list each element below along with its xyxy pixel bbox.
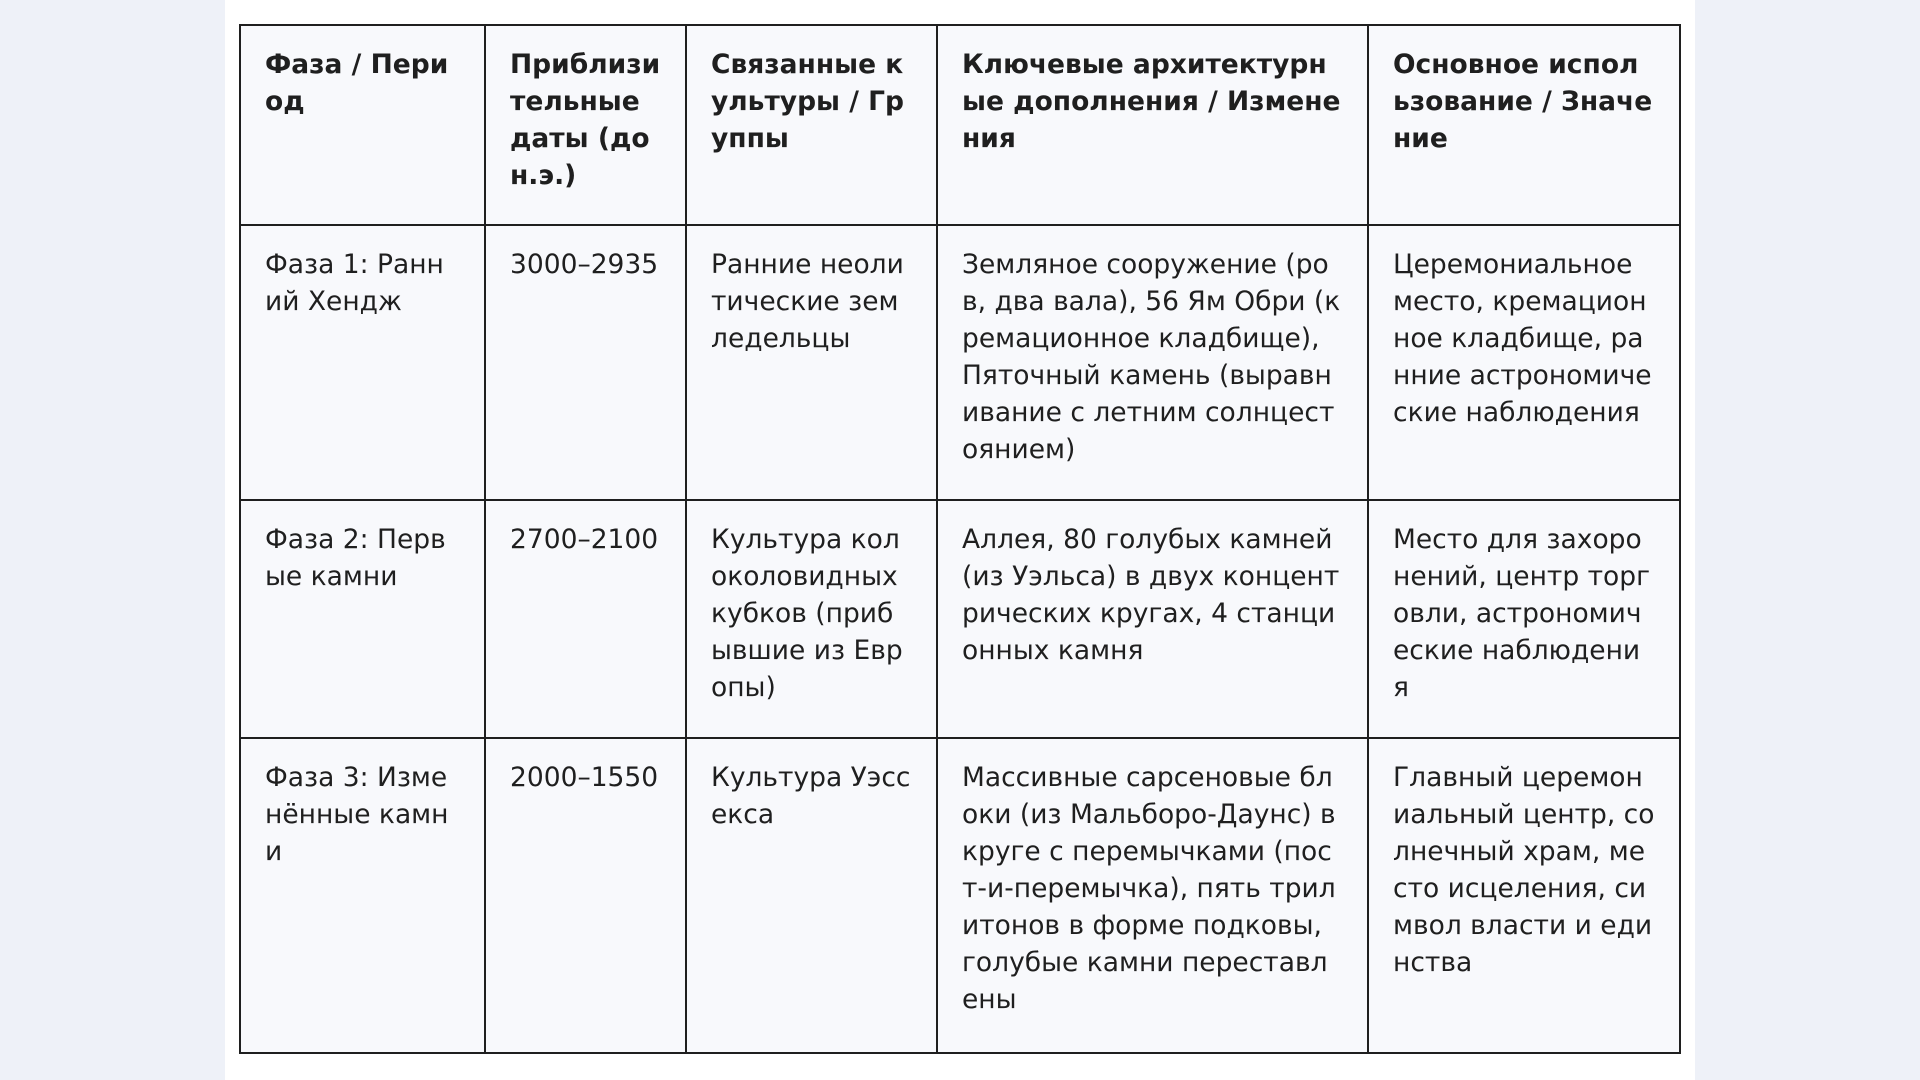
header-phase: Фаза / Период — [240, 25, 485, 225]
cell-architecture: Массивные сарсеновые блоки (из Мальборо-Даунс) в круге с перемычками (пост-и-перемычка), пять трилитонов в форме подковы, голубые камни переставлены — [937, 738, 1368, 1053]
cell-architecture: Земляное сооружение (ров, два вала), 56 Ям Обри (кремационное кладбище), Пяточный камень (выравнивание с летним солнцестоянием) — [937, 225, 1368, 500]
cell-usage: Главный церемониальный центр, солнечный храм, место исцеления, символ власти и единства — [1368, 738, 1680, 1053]
cell-dates: 2700–2100 — [485, 500, 686, 738]
cell-cultures: Культура колоколовидных кубков (прибывшие из Европы) — [686, 500, 937, 738]
table-header-row — [240, 25, 1680, 225]
cell-dates: 2000–1550 — [485, 738, 686, 1053]
table-row — [240, 738, 1680, 1053]
table-row — [240, 225, 1680, 500]
cell-cultures: Культура Уэссекса — [686, 738, 937, 1053]
cell-phase: Фаза 3: Изменённые камни — [240, 738, 485, 1053]
cell-phase: Фаза 1: Ранний Хендж — [240, 225, 485, 500]
table-row — [240, 500, 1680, 738]
cell-usage: Место для захоронений, центр торговли, астрономические наблюдения — [1368, 500, 1680, 738]
cell-architecture: Аллея, 80 голубых камней (из Уэльса) в двух концентрических кругах, 4 станционных камня — [937, 500, 1368, 738]
cell-phase: Фаза 2: Первые камни — [240, 500, 485, 738]
document-page — [225, 0, 1695, 1080]
cell-usage: Церемониальное место, кремационное кладбище, ранние астрономические наблюдения — [1368, 225, 1680, 500]
header-cultures: Связанные культуры / Группы — [686, 25, 937, 225]
header-usage: Основное использование / Значение — [1368, 25, 1680, 225]
header-dates: Приблизительные даты (до н.э.) — [485, 25, 686, 225]
phases-table — [239, 24, 1681, 1054]
cell-dates: 3000–2935 — [485, 225, 686, 500]
cell-cultures: Ранние неолитические земледельцы — [686, 225, 937, 500]
header-architecture: Ключевые архитектурные дополнения / Изменения — [937, 25, 1368, 225]
